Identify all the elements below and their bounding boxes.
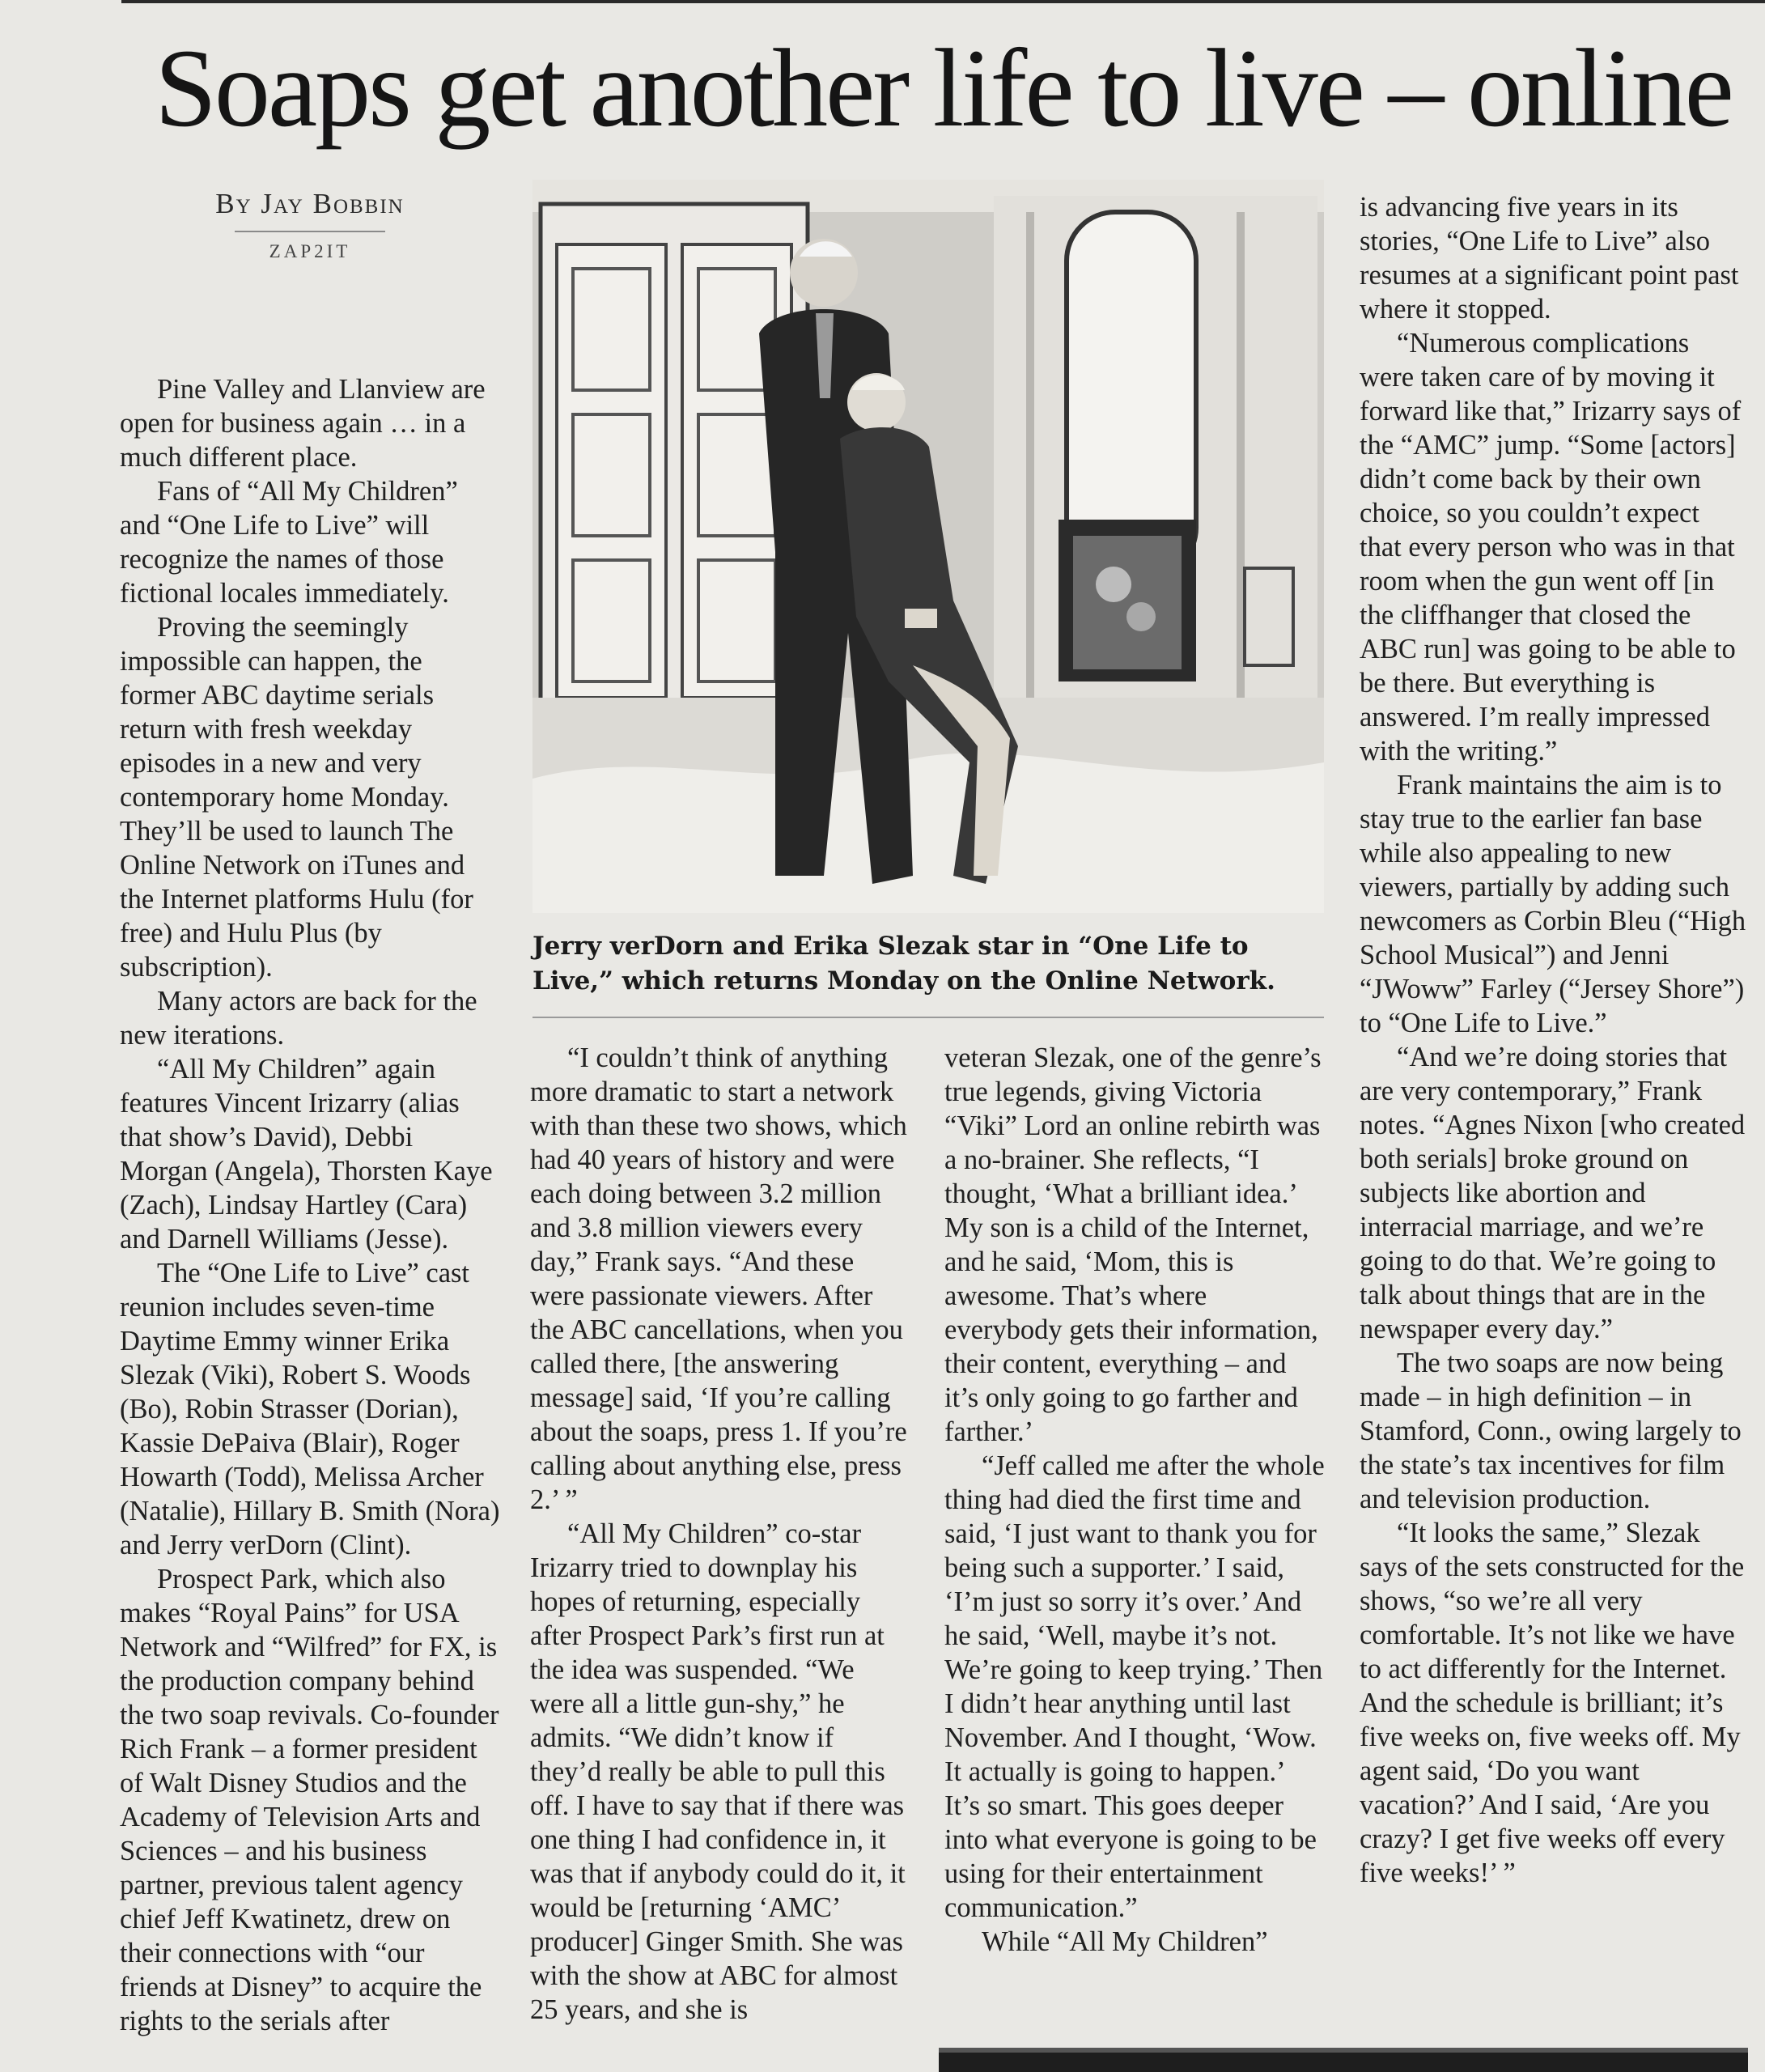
headline: Soaps get another life to live – online	[155, 26, 1732, 150]
paragraph: Pine Valley and Llanview are open for business again … in a much different place.	[120, 374, 486, 473]
adjacent-content-box	[939, 2048, 1748, 2072]
byline-divider	[235, 231, 385, 232]
paragraph: “Numerous complications were taken care of by moving it forward like that,” Irizarry says of the “AMC” jump. “Some [actors] didn’t come back by their own choice, so you couldn’t expect that every person who was in that room when the gun went off [in the cliffhanger that closed the ABC run] was going to be able to be there. But everything is answered. I’m really impressed with the writing.”	[1360, 328, 1742, 766]
paragraph: Prospect Park, which also makes “Royal Pains” for USA Network and “Wilfred” for FX, is the production company behind the two soap revivals. Co-founder Rich Frank – a former president of Walt Disney Studios and the Academy of Television Arts and Sciences – and his business partner, previous talent agency chief Jeff Kwatinetz, drew on their connections with “our friends at Disney” to acquire the rights to the serials after	[120, 1564, 499, 2036]
paragraph: Frank maintains the aim is to stay true to the earlier fan base while also appealing to new viewers, partially by adding such newcomers as Corbin Bleu (“High School Musical”) and Jenni “JWoww” Farley (“Jersey Shore”) to “One Life to Live.”	[1360, 770, 1746, 1038]
source-credit: ZAP2IT	[269, 241, 351, 261]
article-column-2	[530, 1041, 910, 2027]
caption-divider	[532, 1017, 1324, 1018]
article-column-3	[944, 1041, 1325, 1959]
paragraph: Proving the seemingly impossible can happen, the former ABC daytime serials return with fresh weekday episodes in a new and very contemporary home Monday. They’ll be used to launch The Online Network on iTunes and the Internet platforms Hulu (for free) and Hulu Plus (by subscription).	[120, 612, 473, 983]
paragraph: “I couldn’t think of anything more dramatic to start a network with than these two shows, which had 40 years of history and were each doing between 3.2 million and 3.8 million viewers every day,” Frank says. “And these were passionate viewers. After the ABC cancellations, when you called there, [the answering message] said, ‘If you’re calling about the soaps, press 1. If you’re calling about anything else, press 2.’ ”	[530, 1042, 907, 1515]
paragraph: The “One Life to Live” cast reunion includes seven-time Daytime Emmy winner Erika Slezak (Viki), Robert S. Woods (Bo), Robin Strasser (Dorian), Kassie DePaiva (Blair), Roger Howarth (Todd), Melissa Archer (Natalie), Hillary B. Smith (Nora) and Jerry verDorn (Clint).	[120, 1258, 500, 1560]
top-rule	[121, 0, 1765, 3]
byline: By Jay Bobbin	[215, 188, 405, 219]
article-column-4	[1360, 190, 1748, 1890]
paragraph: “It looks the same,” Slezak says of the sets constructed for the shows, “so we’re all very comfortable. It’s not like we have to act differently for the Internet. And the schedule is brilliant; it’s five weeks on, five weeks off. My agent said, ‘Do you want vacation?’ And I said, ‘Are you crazy? I get five weeks off every five weeks!’ ”	[1360, 1518, 1745, 1888]
paragraph: “Jeff called me after the whole thing had died the first time and said, ‘I just want to thank you for being such a supporter.’ I said, ‘I’m just so sorry it’s over.’ And he said, ‘Well, maybe it’s not. We’re going to keep trying.’ Then I didn’t hear anything until last November. And I thought, ‘Wow. It actually is going to happen.’ It’s so smart. This goes deeper into what everyone is going to be using for their entertainment communication.”	[944, 1450, 1325, 1923]
article-photo	[532, 180, 1324, 913]
photo-caption: Jerry verDorn and Erika Slezak star in “One Life to Live,” which returns Monday on the Online Network.	[532, 932, 1275, 996]
paragraph: veteran Slezak, one of the genre’s true legends, giving Victoria “Viki” Lord an online rebirth was a no-brainer. She reflects, “I thought, ‘What a brilliant idea.’ My son is a child of the Internet, and he said, ‘Mom, this is awesome. That’s where everybody gets their information, their content, everything – and it’s only going to go farther and farther.’	[944, 1042, 1322, 1447]
paragraph: While “All My Children”	[982, 1926, 1268, 1957]
paragraph: Fans of “All My Children” and “One Life to Live” will recognize the names of those fictional locales immediately.	[120, 476, 458, 609]
paragraph: “And we’re doing stories that are very contemporary,” Frank notes. “Agnes Nixon [who created both serials] broke ground on subjects like abortion and interracial marriage, and we’re going to do that. We’re going to talk about things that are in the newspaper every day.”	[1360, 1042, 1746, 1344]
photo-illustration	[532, 180, 1324, 913]
paragraph: “All My Children” again features Vincent Irizarry (alias that show’s David), Debbi Morgan (Angela), Thorsten Kaye (Zach), Lindsay Hartley (Cara) and Darnell Williams (Jesse).	[120, 1054, 493, 1255]
paragraph: Many actors are back for the new iterations.	[120, 986, 477, 1051]
paragraph: The two soaps are now being made – in high definition – in Stamford, Conn., owing largely to the state’s tax incentives for film and television production.	[1360, 1348, 1742, 1514]
article-column-1	[120, 372, 500, 2038]
paragraph: is advancing five years in its stories, “One Life to Live” also resumes at a significant point past where it stopped.	[1360, 192, 1739, 325]
paragraph: “All My Children” co-star Irizarry tried to downplay his hopes of returning, especially after Prospect Park’s first run at the idea was suspended. “We were all a little gun-shy,” he admits. “We didn’t know if they’d really be able to pull this off. I have to say that if there was one thing I had confidence in, it was that if anybody could do it, it would be [returning ‘AMC’ producer] Ginger Smith. She was with the show at ABC for almost 25 years, and she is	[530, 1518, 906, 2025]
